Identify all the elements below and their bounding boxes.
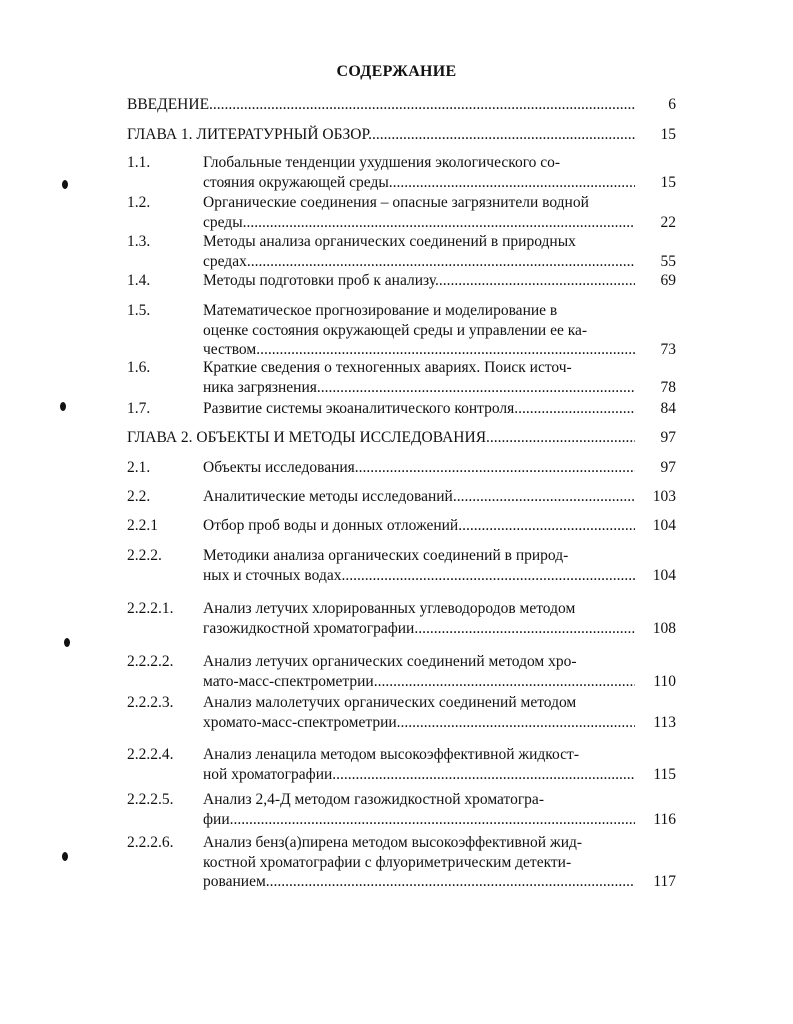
toc-entry-number: 2.2.2.1. (127, 600, 174, 617)
toc-entry-line: Аналитические методы исследований ..... (203, 487, 635, 507)
toc-page-number: 117 (653, 873, 676, 890)
toc-entry-number: 1.2. (127, 194, 151, 211)
toc-entry-line: Математическое прогнозирование и моделирование в (203, 302, 558, 319)
toc-entry-line: Анализ ленацила методом высокоэффективной жидкост- (203, 746, 579, 763)
toc-entry-number: 1.7. (127, 400, 151, 417)
toc-entry-title (203, 399, 635, 419)
toc-page-number: 103 (652, 488, 676, 505)
toc-entry-number: 2.2.2.5. (127, 791, 174, 808)
toc-entry-title (203, 599, 635, 638)
toc-page-number: 97 (660, 429, 676, 446)
punch-mark (60, 402, 66, 411)
toc-entry-line: костной хроматографии с флуориметрическим детекти- (203, 853, 572, 871)
toc-chapter-title: ГЛАВА 1. ЛИТЕРАТУРНЫЙ ОБЗОР ..... (127, 125, 635, 144)
toc-entry-line: средах ..... (203, 252, 635, 272)
toc-page-number: 108 (652, 619, 676, 637)
toc-entry-line: Методики анализа органических соединений в природ- (203, 547, 569, 564)
toc-entry-title (203, 193, 635, 232)
toc-entry-line: ной хроматографии ..... (203, 765, 635, 785)
toc-entry-title (203, 232, 635, 271)
toc-entry-line: Анализ бенз(а)пирена методом высокоэффективной жид- (203, 834, 583, 851)
toc-entry-line: ника загрязнения ..... (203, 378, 635, 398)
toc-page-number: 6 (668, 96, 676, 113)
toc-entry-title (203, 745, 635, 784)
toc-entry-line: Анализ 2,4-Д методом газожидкостной хроматогра- (203, 791, 544, 808)
punch-mark (64, 638, 70, 647)
page-title: СОДЕРЖАНИЕ (336, 63, 457, 80)
toc-entry-title (203, 487, 635, 507)
toc-entry-line: фии ..... (203, 810, 635, 830)
toc-entry-title (203, 301, 635, 360)
toc-page-number: 113 (653, 713, 676, 731)
toc-entry-number: 1.6. (127, 359, 151, 376)
toc-entry-line: мато-масс-спектрометрии ..... (203, 672, 635, 692)
toc-entry-number: 2.2. (127, 488, 151, 505)
toc-entry-number: 2.1. (127, 459, 151, 476)
toc-entry-line: ных и сточных водах ..... (203, 566, 635, 586)
toc-entry-title (203, 358, 635, 397)
toc-entry-line: Анализ малолетучих органических соединений методом (203, 694, 577, 711)
toc-entry-line: Глобальные тенденции ухудшения экологического со- (203, 154, 561, 171)
toc-page-number: 55 (660, 252, 676, 270)
toc-entry-line: Методы анализа органических соединений в природных (203, 233, 576, 250)
toc-entry-title (203, 693, 635, 732)
toc-entry-line: Анализ летучих органических соединений методом хро- (203, 653, 577, 670)
toc-entry-line: Анализ летучих хлорированных углеводородов методом (203, 600, 576, 617)
toc-entry-title (203, 833, 635, 892)
toc-entry-line: рованием ..... (203, 872, 635, 892)
toc-entry-line: газожидкостной хроматографии ..... (203, 619, 635, 639)
toc-entry-number: 2.2.2. (127, 547, 162, 564)
toc-entry-title (203, 546, 635, 585)
toc-page-number: 22 (660, 213, 676, 231)
toc-entry-line: оценке состояния окружающей среды и управлении ее ка- (203, 321, 588, 339)
toc-entry-number: 2.2.1 (127, 517, 158, 534)
toc-entry-line: чеством ..... (203, 340, 635, 360)
toc-page-number: 104 (652, 517, 676, 534)
toc-page-number: 115 (653, 765, 676, 783)
toc-page-number: 73 (660, 341, 676, 358)
toc-entry-number: 1.3. (127, 233, 151, 250)
toc-entry-title (203, 458, 635, 478)
toc-entry-line: Объекты исследования ..... (203, 458, 635, 478)
toc-entry-number: 1.4. (127, 272, 151, 289)
toc-page-number: 78 (660, 378, 676, 396)
toc-entry-line: Методы подготовки проб к анализу ..... (203, 271, 635, 291)
toc-entry-line: среды ..... (203, 213, 635, 233)
toc-entry-number: 2.2.2.6. (127, 834, 174, 851)
toc-page-number: 15 (660, 126, 676, 143)
toc-page-number: 84 (660, 400, 676, 417)
toc-entry-title (203, 652, 635, 691)
punch-mark (62, 852, 68, 861)
toc-entry-title (203, 516, 635, 536)
toc-entry-number: 1.5. (127, 302, 151, 319)
toc-page-number: 97 (660, 459, 676, 476)
toc-entry-title (203, 153, 635, 192)
punch-mark (62, 180, 68, 189)
toc-entry-number: 2.2.2.3. (127, 694, 174, 711)
toc-entry-line: хромато-масс-спектрометрии ..... (203, 713, 635, 733)
toc-chapter-title: ГЛАВА 2. ОБЪЕКТЫ И МЕТОДЫ ИССЛЕДОВАНИЯ ..... (127, 428, 635, 447)
toc-entry-number: 1.1. (127, 154, 151, 171)
toc-page-number: 15 (660, 173, 676, 191)
toc-entry-title (203, 790, 635, 829)
toc-page-number: 116 (653, 810, 676, 828)
toc-entry-title (203, 271, 635, 291)
toc-page-number: 104 (652, 566, 676, 584)
toc-page-number: 69 (660, 272, 676, 289)
toc-entry-line: стояния окружающей среды ..... (203, 173, 635, 193)
toc-chapter-title: ВВЕДЕНИЕ ..... (127, 95, 635, 114)
toc-entry-number: 2.2.2.2. (127, 653, 174, 670)
toc-entry-line: Органические соединения – опасные загрязнители водной (203, 194, 589, 211)
toc-entry-line: Развитие системы экоаналитического контроля ..... (203, 399, 635, 419)
toc-page-number: 110 (653, 672, 676, 690)
toc-entry-number: 2.2.2.4. (127, 746, 174, 763)
toc-entry-line: Отбор проб воды и донных отложений ..... (203, 516, 635, 536)
toc-entry-line: Краткие сведения о техногенных авариях. Поиск источ- (203, 359, 572, 376)
